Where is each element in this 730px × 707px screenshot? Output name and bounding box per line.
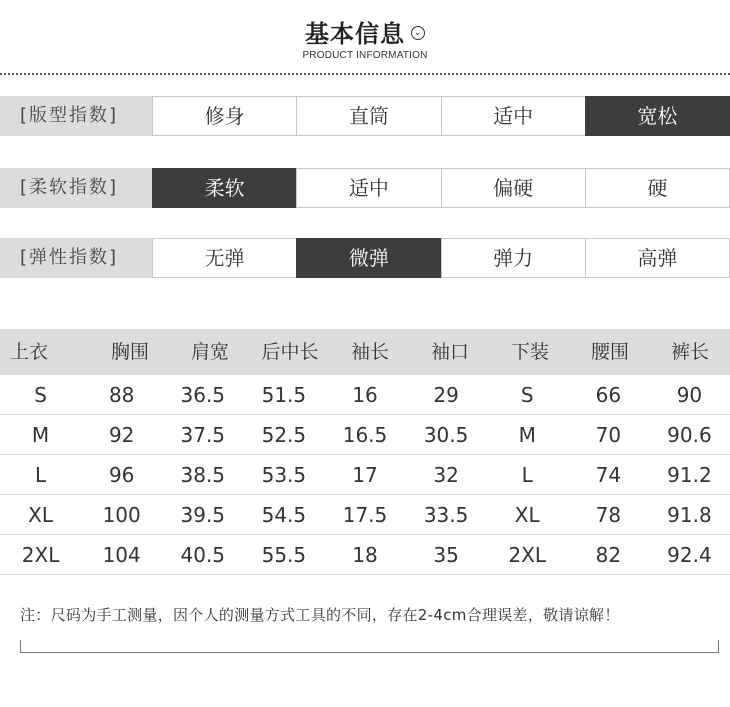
table-row xyxy=(0,535,730,575)
table-cell: 39.5 xyxy=(180,503,226,527)
measurement-note: 注：尺码为手工测量，因个人的测量方式工具的不同，存在2-4cm合理误差，敬请谅解！ xyxy=(20,606,620,624)
index-options xyxy=(152,238,730,278)
index-options xyxy=(152,96,730,136)
table-cell: 82 xyxy=(595,543,622,567)
table-cell: S xyxy=(34,383,47,407)
table-cell: 52.5 xyxy=(261,423,307,447)
note-bracket xyxy=(20,640,719,653)
table-cell: 55.5 xyxy=(261,543,307,567)
section-subtitle: PRODUCT INFORMATION xyxy=(302,50,428,61)
table-cell: 66 xyxy=(595,383,622,407)
table-cell: 38.5 xyxy=(180,463,226,487)
table-row xyxy=(0,455,730,495)
table-cell: 17.5 xyxy=(342,503,388,527)
size-table-header xyxy=(0,329,730,375)
index-option-selected: 宽松 xyxy=(585,96,730,136)
table-cell: 2XL xyxy=(508,543,546,567)
table-cell: 91.8 xyxy=(667,503,712,527)
header-cell: 上衣 xyxy=(10,341,49,363)
header-cell: 胸围 xyxy=(110,341,149,363)
table-cell: 70 xyxy=(595,423,622,447)
fit-index-row xyxy=(0,96,730,136)
table-row xyxy=(0,375,730,415)
index-option: 直筒 xyxy=(296,96,441,136)
header-cell: 后中长 xyxy=(261,341,319,363)
index-option: 无弹 xyxy=(152,238,297,278)
table-cell: 91.2 xyxy=(667,463,712,487)
table-row xyxy=(0,415,730,455)
table-cell: L xyxy=(521,463,533,487)
chevron-down-circle-icon: ⌄ xyxy=(411,26,425,40)
table-cell: XL xyxy=(514,503,540,527)
index-option-selected: 微弹 xyxy=(296,238,441,278)
index-label: [弹性指数] xyxy=(0,238,152,278)
table-cell: 90 xyxy=(676,383,703,407)
header-cell: 裤长 xyxy=(670,341,709,363)
index-options xyxy=(152,168,730,208)
table-cell: S xyxy=(520,383,534,407)
table-cell: 30.5 xyxy=(423,423,469,447)
dotted-divider xyxy=(0,73,730,75)
table-cell: 16.5 xyxy=(342,423,388,447)
index-label: [版型指数] xyxy=(0,96,152,136)
table-cell: 100 xyxy=(102,503,141,527)
table-cell: 74 xyxy=(595,463,622,487)
index-option: 适中 xyxy=(441,96,586,136)
table-cell: 18 xyxy=(352,543,378,567)
table-cell: 104 xyxy=(102,543,141,567)
section-title-text: 基本信息 xyxy=(305,20,405,48)
table-cell: 29 xyxy=(433,383,459,407)
header-cell: 袖长 xyxy=(350,341,389,363)
table-cell: 35 xyxy=(433,543,459,567)
table-cell: L xyxy=(34,463,47,487)
header-cell: 下装 xyxy=(510,341,549,363)
index-option: 高弹 xyxy=(585,238,730,278)
table-row xyxy=(0,495,730,535)
size-table xyxy=(0,329,730,575)
table-cell: 92.4 xyxy=(667,543,712,567)
table-cell: 54.5 xyxy=(261,503,307,527)
table-cell: 2XL xyxy=(21,543,60,567)
index-option: 修身 xyxy=(152,96,297,136)
section-title xyxy=(0,14,730,49)
table-cell: 33.5 xyxy=(423,503,469,527)
table-cell: 40.5 xyxy=(180,543,226,567)
table-cell: M xyxy=(31,423,50,447)
index-option: 偏硬 xyxy=(441,168,586,208)
index-option: 适中 xyxy=(296,168,441,208)
table-cell: 32 xyxy=(433,463,459,487)
table-cell: 16 xyxy=(352,383,378,407)
table-cell: 90.6 xyxy=(667,423,712,447)
header-cell: 腰围 xyxy=(590,341,629,363)
table-cell: M xyxy=(518,423,536,447)
index-label: [柔软指数] xyxy=(0,168,152,208)
table-cell: 17 xyxy=(352,463,378,487)
table-cell: 78 xyxy=(595,503,622,527)
index-option: 弹力 xyxy=(441,238,586,278)
index-option-selected: 柔软 xyxy=(152,168,297,208)
table-cell: 37.5 xyxy=(180,423,226,447)
table-cell: 36.5 xyxy=(180,383,226,407)
table-cell: XL xyxy=(28,503,53,527)
header-cell: 袖口 xyxy=(430,341,469,363)
table-cell: 92 xyxy=(108,423,135,447)
table-cell: 51.5 xyxy=(261,383,307,407)
index-option: 硬 xyxy=(585,168,730,208)
softness-index-row xyxy=(0,168,730,208)
table-cell: 53.5 xyxy=(261,463,307,487)
table-cell: 96 xyxy=(108,463,135,487)
header-cell: 肩宽 xyxy=(190,341,229,363)
elasticity-index-row xyxy=(0,238,730,278)
table-cell: 88 xyxy=(108,383,135,407)
